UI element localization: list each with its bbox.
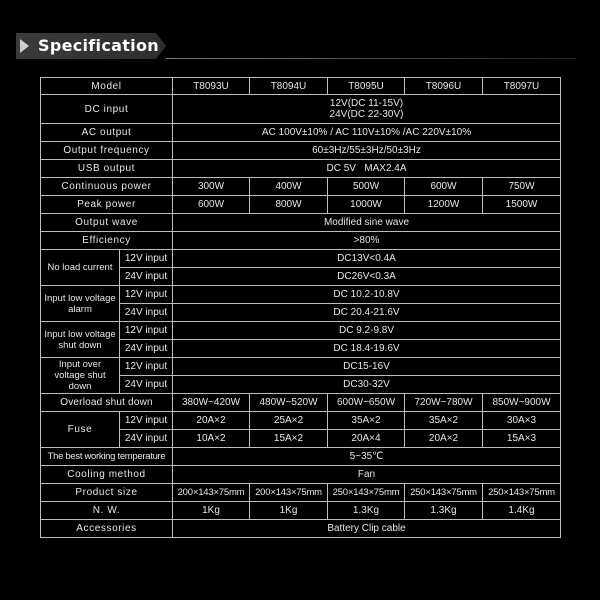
label-product-size: Product size bbox=[41, 484, 173, 502]
model-cell: T8096U bbox=[405, 78, 483, 95]
sub-label-24v-input: 24V input bbox=[120, 376, 173, 394]
fuse-24v-cell: 10A×2 bbox=[173, 430, 250, 448]
row-low-alarm-12v bbox=[41, 286, 561, 304]
value-low-shutdown-12v: DC 9.2-9.8V bbox=[173, 322, 561, 340]
value-output-frequency: 60±3Hz/55±3Hz/50±3Hz bbox=[173, 142, 561, 160]
row-net-weight bbox=[41, 502, 561, 520]
label-net-weight: N. W. bbox=[41, 502, 173, 520]
product-size-cell: 250×143×75mm bbox=[405, 484, 483, 502]
sub-label-24v-input: 24V input bbox=[120, 340, 173, 358]
sub-label-24v-input: 24V input bbox=[120, 268, 173, 286]
fuse-12v-cell: 20A×2 bbox=[173, 412, 250, 430]
value-output-wave: Modified sine wave bbox=[173, 214, 561, 232]
label-accessories: Accessories bbox=[41, 520, 173, 538]
banner-divider bbox=[166, 58, 576, 59]
row-overload-shutdown bbox=[41, 394, 561, 412]
peak-power-cell: 1000W bbox=[328, 196, 405, 214]
value-efficiency: >80% bbox=[173, 232, 561, 250]
net-weight-cell: 1Kg bbox=[173, 502, 250, 520]
label-peak-power: Peak power bbox=[41, 196, 173, 214]
row-model bbox=[41, 78, 561, 95]
label-efficiency: Efficiency bbox=[41, 232, 173, 250]
row-ac-output bbox=[41, 124, 561, 142]
fuse-12v-cell: 25A×2 bbox=[250, 412, 328, 430]
value-dc-input bbox=[173, 95, 561, 124]
row-output-frequency bbox=[41, 142, 561, 160]
continuous-power-cell: 400W bbox=[250, 178, 328, 196]
row-best-working-temperature bbox=[41, 448, 561, 466]
fuse-24v-cell: 20A×4 bbox=[328, 430, 405, 448]
row-output-wave bbox=[41, 214, 561, 232]
row-dc-input bbox=[41, 95, 561, 124]
value-ac-output: AC 100V±10% / AC 110V±10% /AC 220V±10% bbox=[173, 124, 561, 142]
value-over-shutdown-12v: DC15-16V bbox=[173, 358, 561, 376]
sub-label-24v-input: 24V input bbox=[120, 304, 173, 322]
value-no-load-12v: DC13V<0.4A bbox=[173, 250, 561, 268]
product-size-cell: 250×143×75mm bbox=[483, 484, 561, 502]
label-output-frequency: Output frequency bbox=[41, 142, 173, 160]
sub-label-24v-input: 24V input bbox=[120, 430, 173, 448]
net-weight-cell: 1.3Kg bbox=[405, 502, 483, 520]
net-weight-cell: 1.4Kg bbox=[483, 502, 561, 520]
overload-cell: 480W~520W bbox=[250, 394, 328, 412]
label-input-low-voltage-shutdown: Input low voltage shut down bbox=[41, 322, 120, 358]
model-cell: T8095U bbox=[328, 78, 405, 95]
continuous-power-cell: 750W bbox=[483, 178, 561, 196]
fuse-24v-cell: 20A×2 bbox=[405, 430, 483, 448]
overload-cell: 850W~900W bbox=[483, 394, 561, 412]
value-best-working-temperature: 5~35℃ bbox=[173, 448, 561, 466]
sub-label-12v-input: 12V input bbox=[120, 250, 173, 268]
value-over-shutdown-24v: DC30-32V bbox=[173, 376, 561, 394]
sub-label-12v-input: 12V input bbox=[120, 322, 173, 340]
overload-cell: 720W~780W bbox=[405, 394, 483, 412]
fuse-24v-cell: 15A×2 bbox=[250, 430, 328, 448]
label-continuous-power: Continuous power bbox=[41, 178, 173, 196]
peak-power-cell: 1200W bbox=[405, 196, 483, 214]
peak-power-cell: 1500W bbox=[483, 196, 561, 214]
overload-cell: 600W~650W bbox=[328, 394, 405, 412]
row-low-shutdown-12v bbox=[41, 322, 561, 340]
label-input-over-voltage-shutdown: Input over voltage shut down bbox=[41, 358, 120, 394]
row-usb-output bbox=[41, 160, 561, 178]
overload-cell: 380W~420W bbox=[173, 394, 250, 412]
model-cell: T8097U bbox=[483, 78, 561, 95]
dc-input-line-12v: 12V(DC 11-15V) bbox=[329, 98, 404, 109]
label-cooling-method: Cooling method bbox=[41, 466, 173, 484]
continuous-power-cell: 300W bbox=[173, 178, 250, 196]
row-efficiency bbox=[41, 232, 561, 250]
label-overload-shutdown: Overload shut down bbox=[41, 394, 173, 412]
fuse-12v-cell: 35A×2 bbox=[328, 412, 405, 430]
fuse-12v-cell: 30A×3 bbox=[483, 412, 561, 430]
value-low-shutdown-24v: DC 18.4-19.6V bbox=[173, 340, 561, 358]
section-banner bbox=[16, 33, 576, 59]
fuse-12v-cell: 35A×2 bbox=[405, 412, 483, 430]
peak-power-cell: 600W bbox=[173, 196, 250, 214]
label-model: Model bbox=[41, 78, 173, 95]
label-dc-input: DC input bbox=[41, 95, 173, 124]
peak-power-cell: 800W bbox=[250, 196, 328, 214]
label-input-low-voltage-alarm: Input low voltage alarm bbox=[41, 286, 120, 322]
row-continuous-power bbox=[41, 178, 561, 196]
fuse-24v-cell: 15A×3 bbox=[483, 430, 561, 448]
model-cell: T8093U bbox=[173, 78, 250, 95]
value-low-alarm-12v: DC 10.2-10.8V bbox=[173, 286, 561, 304]
arrow-marker-icon bbox=[20, 39, 29, 53]
row-over-shutdown-12v bbox=[41, 358, 561, 376]
continuous-power-cell: 600W bbox=[405, 178, 483, 196]
product-size-cell: 250×143×75mm bbox=[328, 484, 405, 502]
dc-input-line-24v: 24V(DC 22-30V) bbox=[329, 109, 404, 120]
row-peak-power bbox=[41, 196, 561, 214]
specification-table bbox=[40, 77, 561, 538]
product-size-cell: 200×143×75mm bbox=[173, 484, 250, 502]
value-cooling-method: Fan bbox=[173, 466, 561, 484]
row-product-size bbox=[41, 484, 561, 502]
row-accessories bbox=[41, 520, 561, 538]
model-cell: T8094U bbox=[250, 78, 328, 95]
label-best-working-temperature: The best working temperature bbox=[41, 448, 173, 466]
label-usb-output: USB output bbox=[41, 160, 173, 178]
sub-label-12v-input: 12V input bbox=[120, 286, 173, 304]
label-fuse: Fuse bbox=[41, 412, 120, 448]
product-size-cell: 200×143×75mm bbox=[250, 484, 328, 502]
value-no-load-24v: DC26V<0.3A bbox=[173, 268, 561, 286]
sub-label-12v-input: 12V input bbox=[120, 358, 173, 376]
value-usb-output: DC 5V MAX2.4A bbox=[173, 160, 561, 178]
label-ac-output: AC output bbox=[41, 124, 173, 142]
sub-label-12v-input: 12V input bbox=[120, 412, 173, 430]
row-fuse-12v bbox=[41, 412, 561, 430]
row-no-load-12v bbox=[41, 250, 561, 268]
net-weight-cell: 1Kg bbox=[250, 502, 328, 520]
continuous-power-cell: 500W bbox=[328, 178, 405, 196]
section-title: Specification bbox=[38, 36, 159, 55]
row-cooling-method bbox=[41, 466, 561, 484]
label-no-load-current: No load current bbox=[41, 250, 120, 286]
label-output-wave: Output wave bbox=[41, 214, 173, 232]
value-low-alarm-24v: DC 20.4-21.6V bbox=[173, 304, 561, 322]
value-accessories: Battery Clip cable bbox=[173, 520, 561, 538]
net-weight-cell: 1.3Kg bbox=[328, 502, 405, 520]
